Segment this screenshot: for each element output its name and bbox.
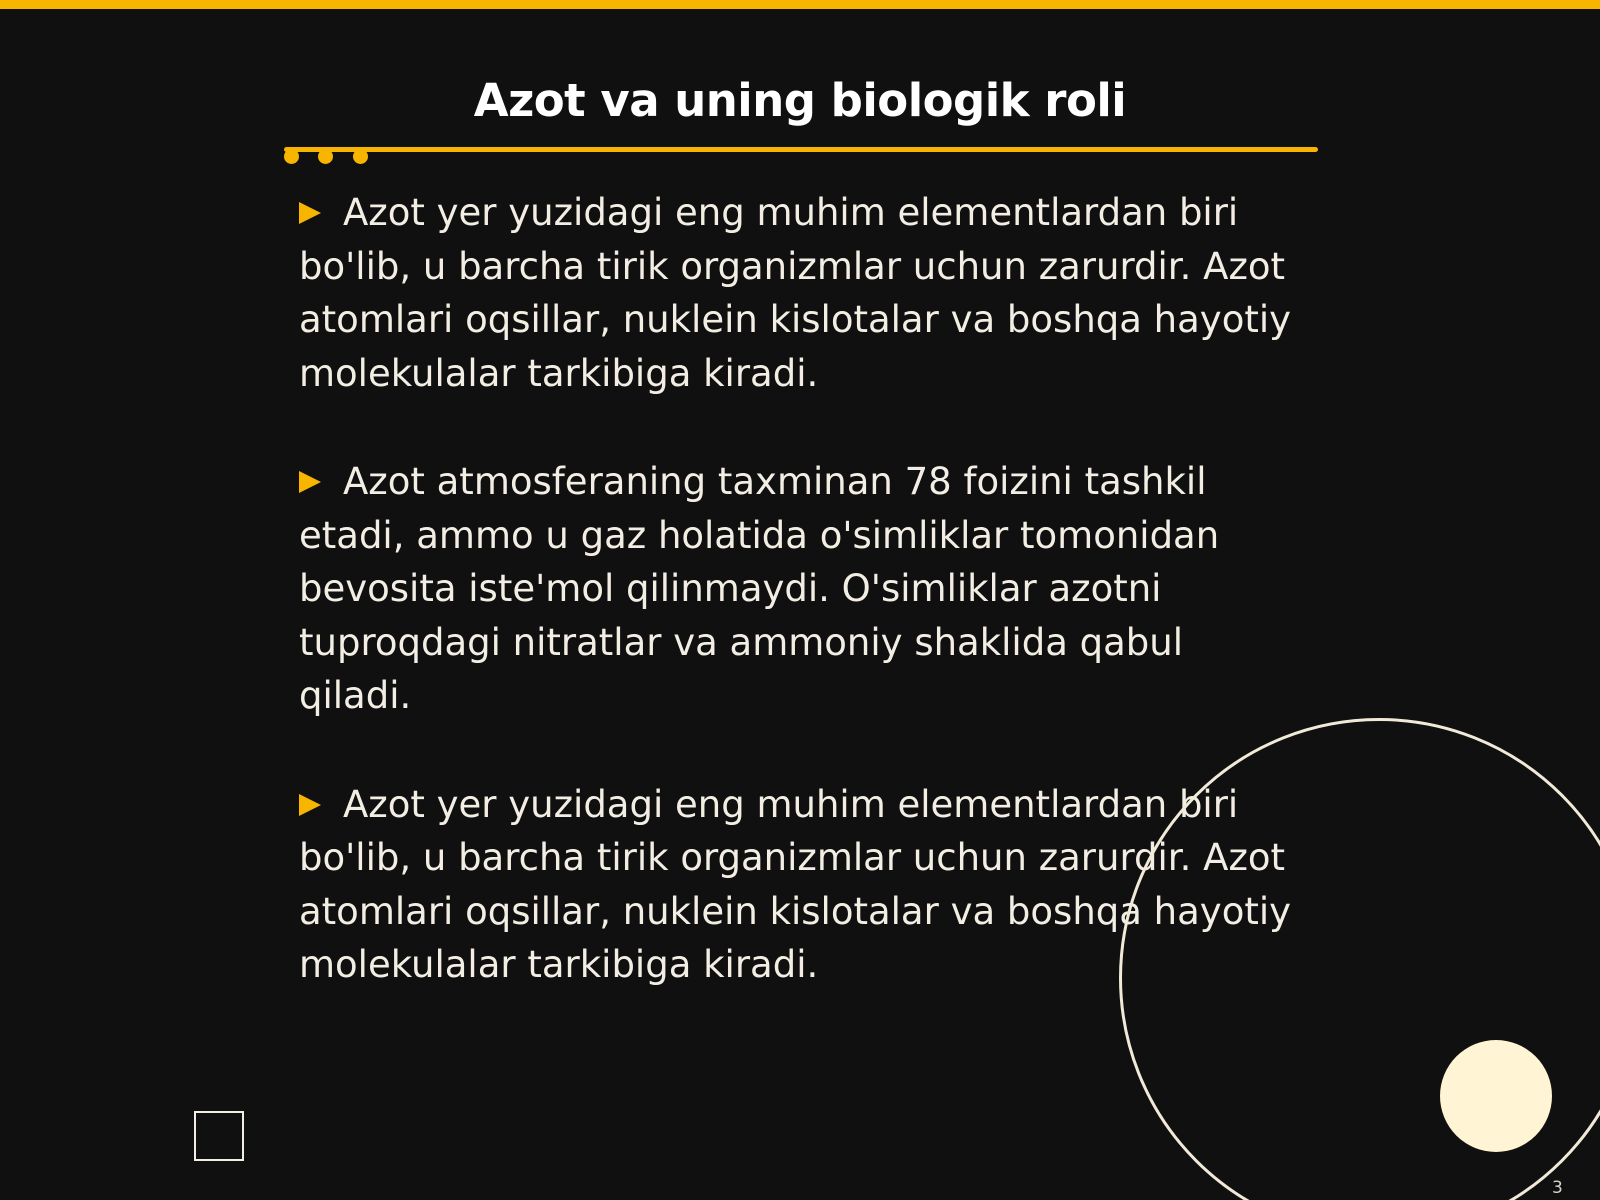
decorative-square <box>194 1111 244 1161</box>
top-accent-bar <box>0 0 1600 9</box>
triangle-right-icon <box>299 794 321 816</box>
triangle-right-icon <box>299 202 321 224</box>
rule-dot <box>353 149 368 164</box>
slide-title: Azot va uning biologik roli <box>473 74 1127 127</box>
bullet-text: Azot atmosferaning taxminan 78 foizini tashkil etadi, ammo u gaz holatida o'simliklar tomonidan bevosita iste'mol qilinmaydi. O'simliklar azotni tuproqdagi nitratlar va ammoniy shaklida qabul qiladi. <box>299 460 1220 717</box>
rule-dot <box>284 149 299 164</box>
page-number: 3 <box>1552 1178 1563 1198</box>
title-underline <box>284 147 1318 152</box>
bullet-text: Azot yer yuzidagi eng muhim elementlardan biri bo'lib, u barcha tirik organizmlar uchun zarurdir. Azot atomlari oqsillar, nuklein kislotalar va boshqa hayotiy molekulalar tarkibiga kiradi. <box>299 191 1292 395</box>
decorative-circle <box>1440 1040 1552 1152</box>
rule-dot <box>318 149 333 164</box>
bullet-text: Azot yer yuzidagi eng muhim elementlardan biri bo'lib, u barcha tirik organizmlar uchun zarurdir. Azot atomlari oqsillar, nuklein kislotalar va boshqa hayotiy molekulalar tarkibiga kiradi. <box>299 782 1292 986</box>
bullet-item <box>299 186 1299 400</box>
bullet-item <box>299 455 1299 723</box>
triangle-right-icon <box>299 471 321 493</box>
